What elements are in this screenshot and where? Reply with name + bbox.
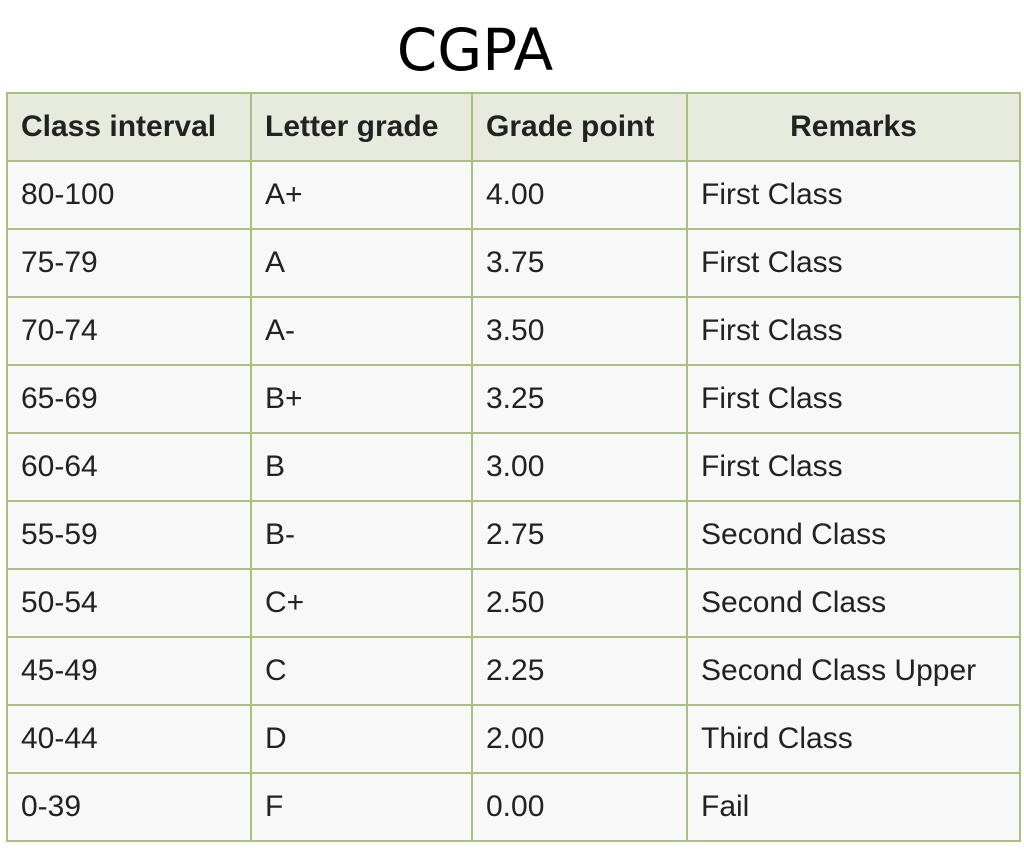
table-header-row <box>7 93 1020 161</box>
table-row <box>7 637 1020 705</box>
cell-remarks: Fail <box>687 773 1020 841</box>
cell-remarks: Second Class Upper <box>687 637 1020 705</box>
cell-letter-grade: A <box>251 229 472 297</box>
cell-letter-grade: D <box>251 705 472 773</box>
cell-grade-point: 3.00 <box>472 433 687 501</box>
cell-class-interval: 70-74 <box>7 297 251 365</box>
cell-remarks: First Class <box>687 433 1020 501</box>
cell-grade-point: 4.00 <box>472 161 687 229</box>
cell-grade-point: 3.75 <box>472 229 687 297</box>
cell-class-interval: 0-39 <box>7 773 251 841</box>
cell-grade-point: 2.50 <box>472 569 687 637</box>
cell-grade-point: 2.75 <box>472 501 687 569</box>
cell-letter-grade: B- <box>251 501 472 569</box>
cell-remarks: First Class <box>687 161 1020 229</box>
cell-remarks: Second Class <box>687 569 1020 637</box>
cell-class-interval: 75-79 <box>7 229 251 297</box>
page-title: CGPA <box>396 16 554 84</box>
header-remarks: Remarks <box>687 93 1020 161</box>
cell-grade-point: 2.25 <box>472 637 687 705</box>
cell-class-interval: 45-49 <box>7 637 251 705</box>
cell-remarks: Third Class <box>687 705 1020 773</box>
table-row <box>7 229 1020 297</box>
table-row <box>7 501 1020 569</box>
cell-grade-point: 3.25 <box>472 365 687 433</box>
header-grade-point: Grade point <box>472 93 687 161</box>
table-row <box>7 161 1020 229</box>
table-row <box>7 297 1020 365</box>
cell-letter-grade: A+ <box>251 161 472 229</box>
cell-grade-point: 2.00 <box>472 705 687 773</box>
cell-letter-grade: B <box>251 433 472 501</box>
cell-letter-grade: B+ <box>251 365 472 433</box>
header-class-interval: Class interval <box>7 93 251 161</box>
cell-remarks: First Class <box>687 297 1020 365</box>
table-row <box>7 433 1020 501</box>
cell-grade-point: 0.00 <box>472 773 687 841</box>
cell-grade-point: 3.50 <box>472 297 687 365</box>
cell-letter-grade: C+ <box>251 569 472 637</box>
cell-letter-grade: F <box>251 773 472 841</box>
cell-class-interval: 60-64 <box>7 433 251 501</box>
cell-remarks: Second Class <box>687 501 1020 569</box>
cell-class-interval: 65-69 <box>7 365 251 433</box>
cell-class-interval: 50-54 <box>7 569 251 637</box>
cell-letter-grade: C <box>251 637 472 705</box>
table-row <box>7 773 1020 841</box>
cgpa-table <box>6 92 1021 842</box>
cell-class-interval: 55-59 <box>7 501 251 569</box>
table-row <box>7 705 1020 773</box>
cell-class-interval: 40-44 <box>7 705 251 773</box>
cell-remarks: First Class <box>687 229 1020 297</box>
table-row <box>7 365 1020 433</box>
cell-letter-grade: A- <box>251 297 472 365</box>
cell-class-interval: 80-100 <box>7 161 251 229</box>
header-letter-grade: Letter grade <box>251 93 472 161</box>
table-row <box>7 569 1020 637</box>
cell-remarks: First Class <box>687 365 1020 433</box>
